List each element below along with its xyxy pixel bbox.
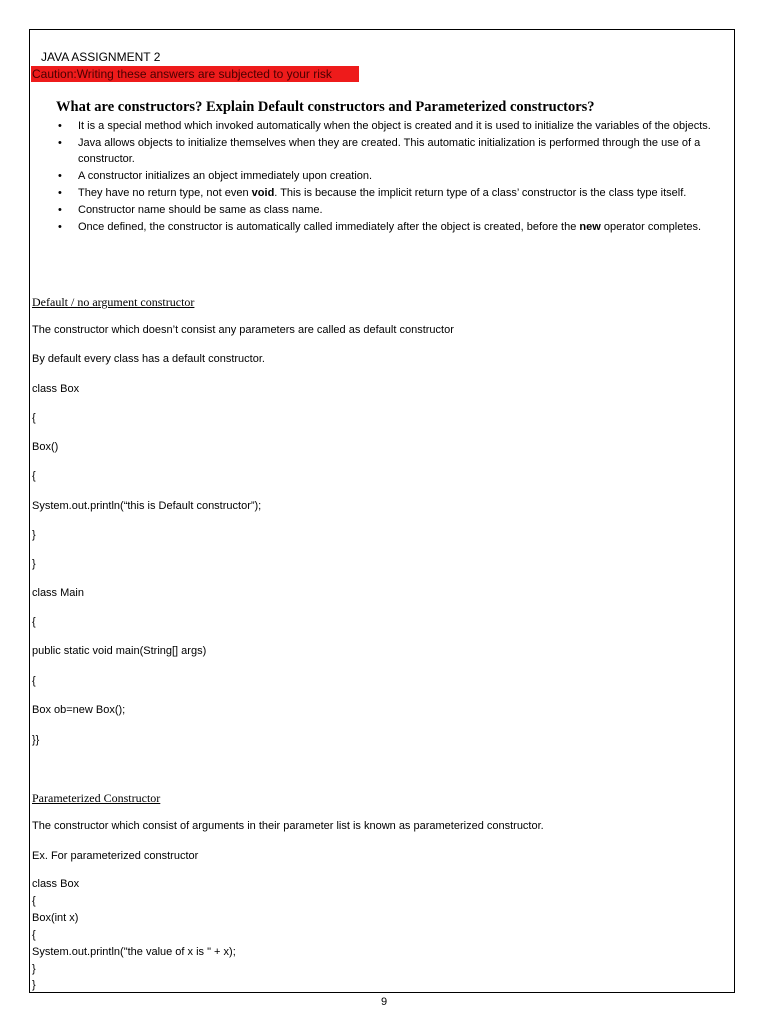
bullet-item: • A constructor initializes an object immediately upon creation. xyxy=(56,168,712,184)
code-line: { xyxy=(32,616,36,628)
bullet-item: • Java allows objects to initialize themselves when they are created. This automatic initialization is performed through the use of a constructor. xyxy=(56,135,712,167)
bullet-item: • It is a special method which invoked automatically when the object is created and it is used to initialize the variables of the objects. xyxy=(56,118,712,134)
code-line: Box ob=new Box(); xyxy=(32,704,126,716)
code-line: } xyxy=(32,558,36,570)
code-line: class Box xyxy=(32,383,80,395)
caution-banner: Caution:Writing these answers are subjected to your risk xyxy=(31,66,359,82)
bullet-item: • They have no return type, not even void. This is because the implicit return type of a class’ constructor is the class type itself. xyxy=(56,185,712,201)
bullet-list xyxy=(56,118,712,236)
code-line: { xyxy=(32,412,36,424)
question-heading: What are constructors? Explain Default constructors and Parameterized constructors? xyxy=(56,99,595,115)
bullet-item: • Constructor name should be same as class name. xyxy=(56,202,712,218)
code-line: System.out.println(“this is Default constructor”); xyxy=(32,500,262,512)
code-line: Box(int x) xyxy=(32,912,79,924)
assignment-title: JAVA ASSIGNMENT 2 xyxy=(41,50,161,64)
code-line: { xyxy=(32,470,36,482)
code-line: { xyxy=(32,929,36,941)
code-line: class Main xyxy=(32,587,84,599)
default-constructor-note: By default every class has a default constructor. xyxy=(32,353,265,365)
code-line: class Box xyxy=(32,878,80,890)
code-line: }} xyxy=(32,734,40,746)
page-number: 9 xyxy=(380,996,388,1008)
parameterized-constructor-description: The constructor which consist of arguments in their parameter list is known as parameterized constructor. xyxy=(32,820,544,832)
bullet-item: • Once defined, the constructor is automatically called immediately after the object is created, before the new operator completes. xyxy=(56,219,712,235)
parameterized-constructor-heading: Parameterized Constructor xyxy=(32,791,161,805)
code-line: Box() xyxy=(32,441,59,453)
code-line: public static void main(String[] args) xyxy=(32,645,207,657)
default-constructor-description: The constructor which doesn’t consist any parameters are called as default constructor xyxy=(32,324,454,336)
code-line: { xyxy=(32,675,36,687)
code-line: } xyxy=(32,529,36,541)
code-line: } xyxy=(32,979,36,991)
code-line: System.out.println("the value of x is " + x); xyxy=(32,946,236,958)
default-constructor-heading: Default / no argument constructor xyxy=(32,295,195,309)
code-line: } xyxy=(32,963,36,975)
code-line: { xyxy=(32,895,36,907)
parameterized-example-label: Ex. For parameterized constructor xyxy=(32,850,199,862)
